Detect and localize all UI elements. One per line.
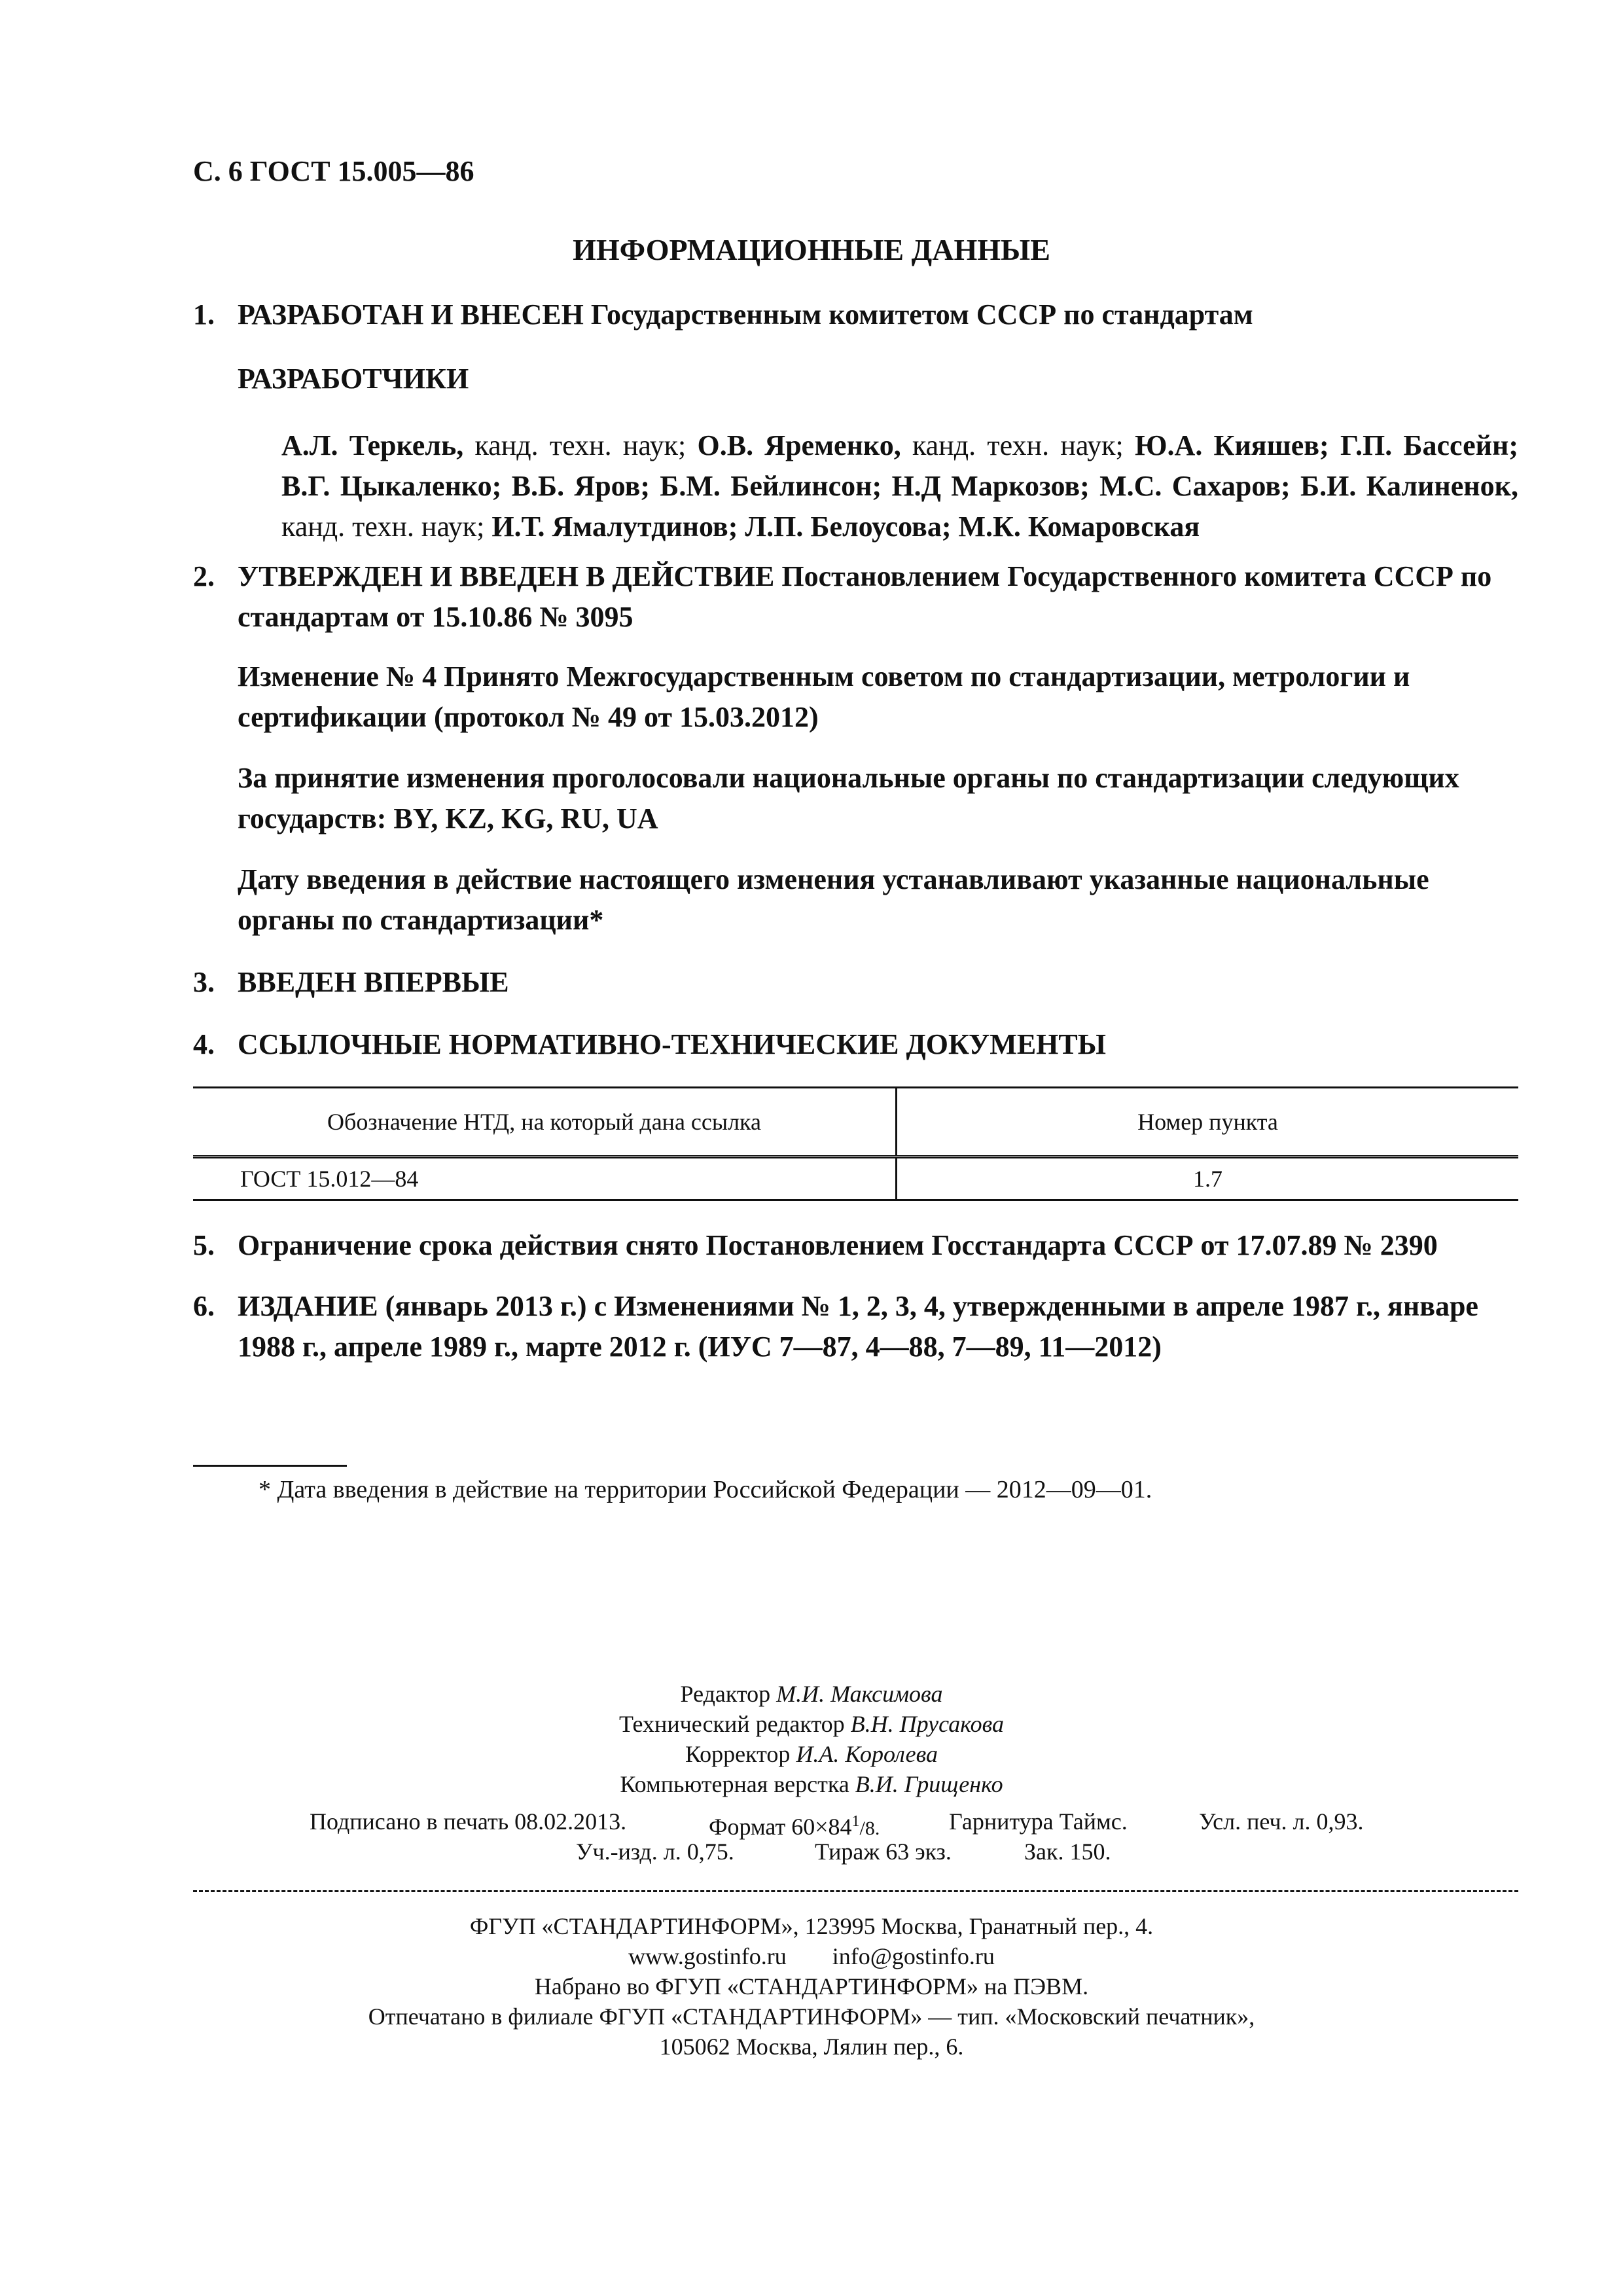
item-5: [193, 1225, 1518, 1266]
document-title: ИНФОРМАЦИОННЫЕ ДАННЫЕ: [573, 233, 1050, 266]
item-2: [193, 556, 1518, 637]
publisher-address: ФГУП «СТАНДАРТИНФОРМ», 123995 Москва, Гранатный пер., 4.: [469, 1913, 1154, 1939]
publisher-website: www.gostinfo.ru: [628, 1943, 787, 1969]
publisher-block: [0, 1911, 1623, 2062]
column-header-clause: Номер пункта: [897, 1088, 1519, 1157]
format-prefix: Формат 60×84: [709, 1814, 852, 1840]
credits-block: [0, 1679, 1623, 1799]
edu-sheets: Уч.-изд. л. 0,75.: [576, 1839, 734, 1865]
footnote-divider: [193, 1465, 347, 1467]
typeset-note: Набрано во ФГУП «СТАНДАРТИНФОРМ» на ПЭВМ.: [534, 1973, 1089, 2000]
table-cell-ntd: ГОСТ 15.012—84: [193, 1157, 897, 1200]
voted-note: За принятие изменения проголосовали национальные органы по стандартизации следующих государств: BY, KZ, KG, RU, UA: [238, 762, 1459, 834]
developer-name: А.Л. Теркель,: [281, 429, 464, 461]
item-number: 5.: [193, 1229, 215, 1261]
credit-role: Редактор: [680, 1681, 777, 1707]
item-number: 4.: [193, 1028, 215, 1060]
item-number: 6.: [193, 1290, 215, 1322]
credit-line: [0, 1679, 1623, 1709]
credit-role: Корректор: [685, 1741, 796, 1767]
item-1: [193, 295, 1518, 335]
references-table: [193, 1086, 1518, 1201]
item-6: [193, 1286, 1518, 1367]
format-denominator: /8.: [859, 1818, 880, 1839]
item-text: УТВЕРЖДЕН И ВВЕДЕН В ДЕЙСТВИЕ Постановлением Государственного комитета СССР по стандартам от 15.10.86 № 3095: [238, 560, 1492, 633]
credit-role: Компьютерная верстка: [620, 1771, 855, 1797]
print-run: Тираж 63 экз.: [815, 1839, 952, 1865]
table-cell-clause: 1.7: [897, 1157, 1519, 1200]
column-header-ntd: Обозначение НТД, на который дана ссылка: [193, 1088, 897, 1157]
credit-role: Технический редактор: [618, 1711, 851, 1737]
change-note: Изменение № 4 Принято Межгосударственным советом по стандартизации, метрологии и сертификации (протокол № 49 от 15.03.2012): [238, 660, 1410, 733]
item-text: ИЗДАНИЕ (январь 2013 г.) с Изменениями № 1, 2, 3, 4, утвержденными в апреле 1987 г., январе 1988 г., апреле 1989 г., марте 2012 г. (ИУС 7—87, 4—88, 7—89, 11—2012): [238, 1290, 1478, 1363]
developer-role: канд. техн. наук;: [901, 429, 1135, 461]
item-text: РАЗРАБОТАН И ВНЕСЕН Государственным комитетом СССР по стандартам: [238, 298, 1253, 331]
item-number: 3.: [193, 966, 215, 998]
table-header-row: [193, 1088, 1518, 1157]
credit-name: И.А. Королева: [796, 1741, 938, 1767]
signed-date: Подписано в печать 08.02.2013.: [310, 1808, 627, 1835]
page-header: С. 6 ГОСТ 15.005—86: [193, 155, 474, 187]
publisher-contacts: [0, 1941, 1623, 1971]
item-3: [193, 962, 1518, 1003]
typeface: Гарнитура Таймс.: [949, 1808, 1128, 1835]
order-number: Зак. 150.: [1024, 1839, 1111, 1865]
item-number: 2.: [193, 560, 215, 592]
item-number: 1.: [193, 298, 215, 331]
item-text: Ограничение срока действия снято Постановлением Госстандарта СССР от 17.07.89 № 2390: [238, 1229, 1438, 1261]
printer-address: 105062 Москва, Лялин пер., 6.: [659, 2034, 964, 2060]
developer-name: Ю.А. Кияшев; Г.П. Бассейн; В.Г. Цыкаленко; В.Б. Яров; Б.М. Бейлинсон; Н.Д Маркозов; М.С. Сахаров; Б.И. Калиненок,: [281, 429, 1518, 502]
credit-name: В.Н. Прусакова: [850, 1711, 1005, 1737]
developer-role: канд. техн. наук;: [463, 429, 698, 461]
developer-role: канд. техн. наук;: [281, 511, 492, 543]
section-divider: [193, 1890, 1518, 1892]
developer-name: О.В. Яременко,: [697, 429, 901, 461]
item-text: ССЫЛОЧНЫЕ НОРМАТИВНО-ТЕХНИЧЕСКИЕ ДОКУМЕНТЫ: [238, 1028, 1106, 1060]
item-4: [193, 1024, 1518, 1065]
developers-heading: РАЗРАБОТЧИКИ: [238, 363, 469, 395]
table-row: [193, 1157, 1518, 1200]
credit-name: М.И. Максимова: [776, 1681, 943, 1707]
format-superscript: 1: [851, 1813, 860, 1830]
footnote: * Дата введения в действие на территории Российской Федерации — 2012—09—01.: [259, 1476, 1152, 1503]
developers-list: [281, 425, 1518, 547]
developer-name: И.Т. Ямалутдинов; Л.П. Белоусова; М.К. Комаровская: [491, 511, 1200, 543]
publisher-email: info@gostinfo.ru: [832, 1943, 995, 1969]
credit-line: [0, 1709, 1623, 1739]
credit-line: [0, 1739, 1623, 1769]
date-note: Дату введения в действие настоящего изменения устанавливают указанные национальные органы по стандартизации*: [238, 863, 1429, 936]
credit-name: В.И. Грищенко: [855, 1771, 1003, 1797]
printed-note: Отпечатано в филиале ФГУП «СТАНДАРТИНФОРМ» — тип. «Московский печатник»,: [368, 2003, 1255, 2030]
item-text: ВВЕДЕН ВПЕРВЫЕ: [238, 966, 509, 998]
credit-line: [0, 1769, 1623, 1799]
print-sheets: Усл. печ. л. 0,93.: [1199, 1808, 1364, 1835]
